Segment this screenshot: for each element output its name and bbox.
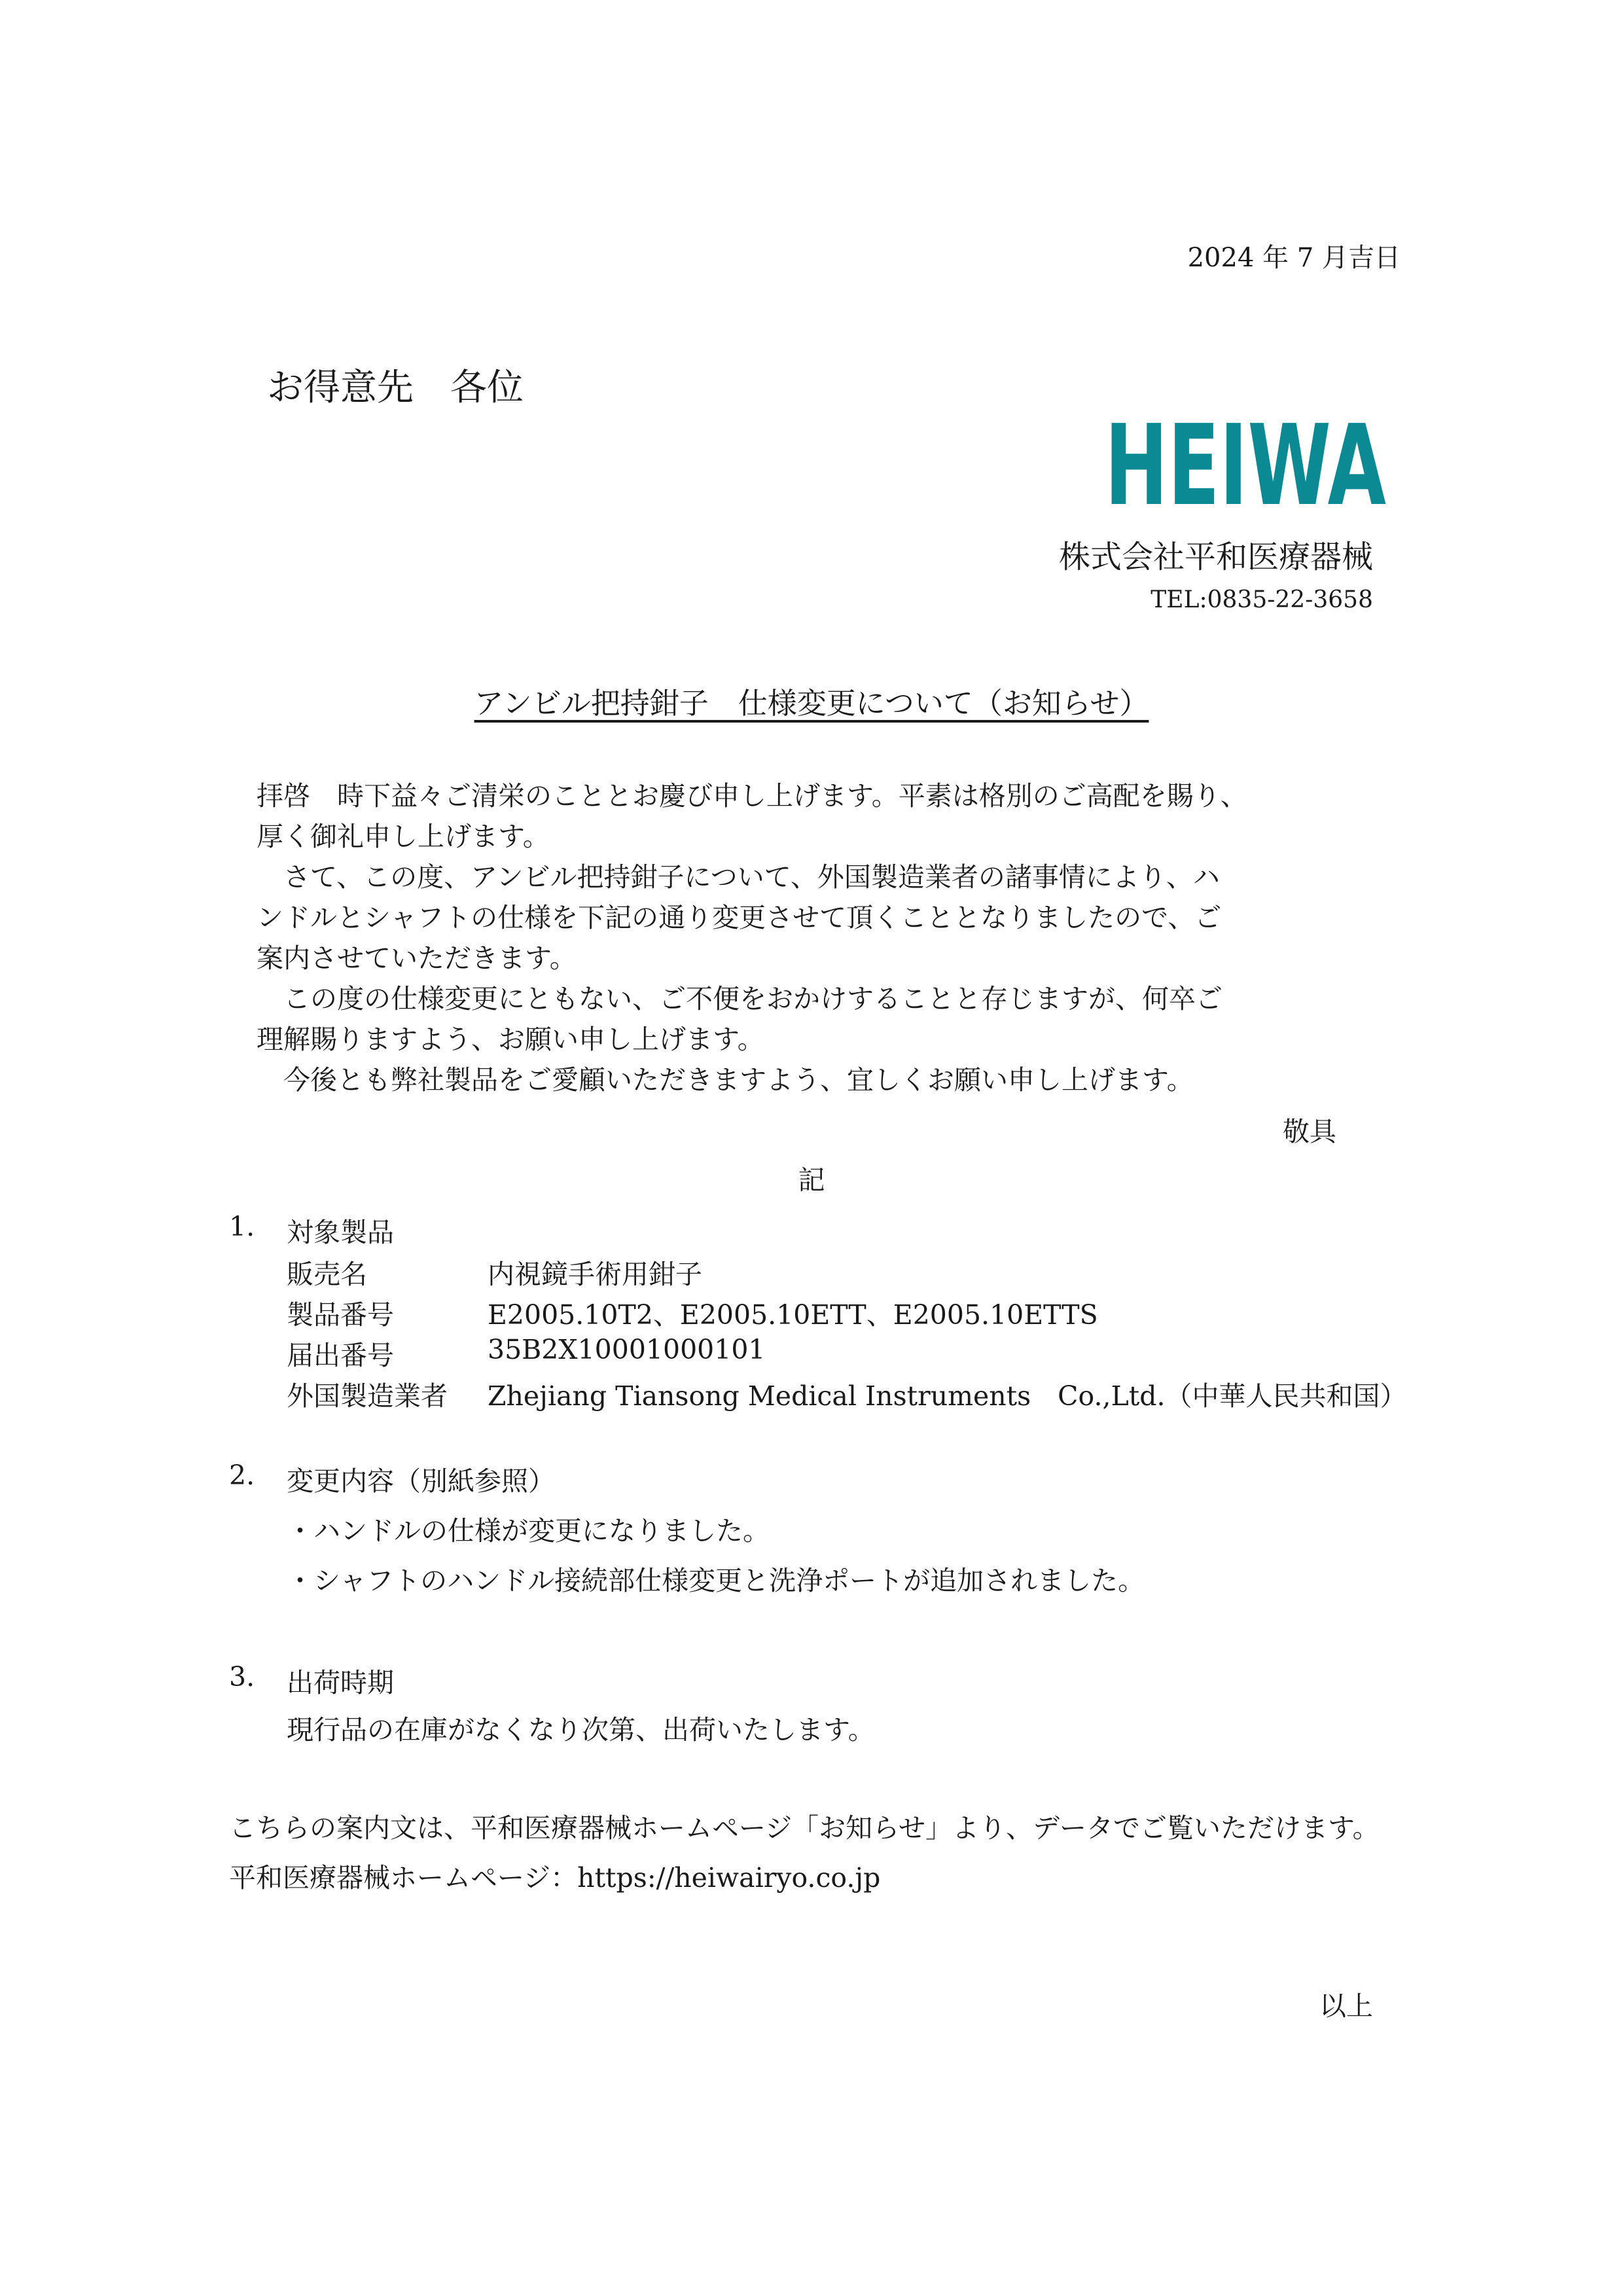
section1-number: 1. (229, 1211, 255, 1242)
row-value-product-number: E2005.10T2、E2005.10ETT、E2005.10ETTS (488, 1299, 1098, 1331)
logo-text: HEIWA (1105, 401, 1386, 531)
section2-number: 2. (229, 1460, 255, 1491)
change-bullet: ・シャフトのハンドル接続部仕様変更と洗浄ポートが追加されました。 (287, 1565, 1145, 1596)
body-line: この度の仕様変更にともない、ご不便をおかけすることと存じますが、何卒ご (257, 983, 1222, 1014)
ki-mark: 記 (798, 1164, 825, 1196)
subject-text: アンビル把持鉗子 仕様変更について（お知らせ） (474, 686, 1149, 721)
row-value-registration-number: 35B2X10001000101 (488, 1334, 766, 1365)
body-line: 厚く御礼申し上げます。 (257, 821, 550, 852)
addressee: お得意先 各位 (267, 367, 524, 409)
heiwa-logo (1105, 401, 1386, 531)
subject-title (0, 679, 1623, 722)
row-label-registration-number: 届出番号 (287, 1340, 394, 1371)
section3-heading: 出荷時期 (287, 1667, 394, 1698)
document-date: 2024 年 7 月吉日 (1187, 243, 1400, 273)
shipping-text: 現行品の在庫がなくなり次第、出荷いたします。 (287, 1714, 875, 1746)
row-label-product-name: 販売名 (287, 1259, 367, 1290)
row-label-manufacturer: 外国製造業者 (287, 1380, 448, 1412)
body-line: 今後とも弊社製品をご愛顧いただきますよう、宜しくお願い申し上げます。 (257, 1064, 1194, 1096)
homepage-line: 平和医療器械ホームページ：https://heiwairyo.co.jp (229, 1862, 881, 1893)
body-line: 案内させていただきます。 (257, 942, 577, 974)
section2-heading: 変更内容（別紙参照） (287, 1465, 555, 1497)
company-tel: TEL:0835-22-3658 (1150, 586, 1373, 613)
end-mark: 以上 (1319, 1990, 1373, 2022)
body-line: ンドルとシャフトの仕様を下記の通り変更させて頂くこととなりましたので、ご (257, 902, 1222, 933)
section1-heading: 対象製品 (287, 1217, 394, 1248)
row-value-manufacturer: Zhejiang Tiansong Medical Instruments Co.,Ltd.（中華人民共和国） (488, 1380, 1407, 1412)
section3-number: 3. (229, 1661, 255, 1693)
body-line: 理解賜りますよう、お願い申し上げます。 (257, 1024, 764, 1055)
row-label-product-number: 製品番号 (287, 1299, 394, 1331)
change-bullet: ・ハンドルの仕様が変更になりました。 (287, 1515, 770, 1547)
body-line: 拝啓 時下益々ご清栄のこととお慶び申し上げます。平素は格別のご高配を賜り、 (257, 780, 1247, 812)
row-value-product-name: 内視鏡手術用鉗子 (488, 1259, 702, 1290)
closing-keigu: 敬具 (1283, 1116, 1336, 1147)
body-line: さて、この度、アンビル把持鉗子について、外国製造業者の諸事情により、ハ (257, 861, 1220, 893)
company-name: 株式会社平和医療器械 (1058, 539, 1373, 575)
notice-line: こちらの案内文は、平和医療器械ホームページ「お知らせ」より、データでご覧いただけます。 (229, 1812, 1380, 1844)
